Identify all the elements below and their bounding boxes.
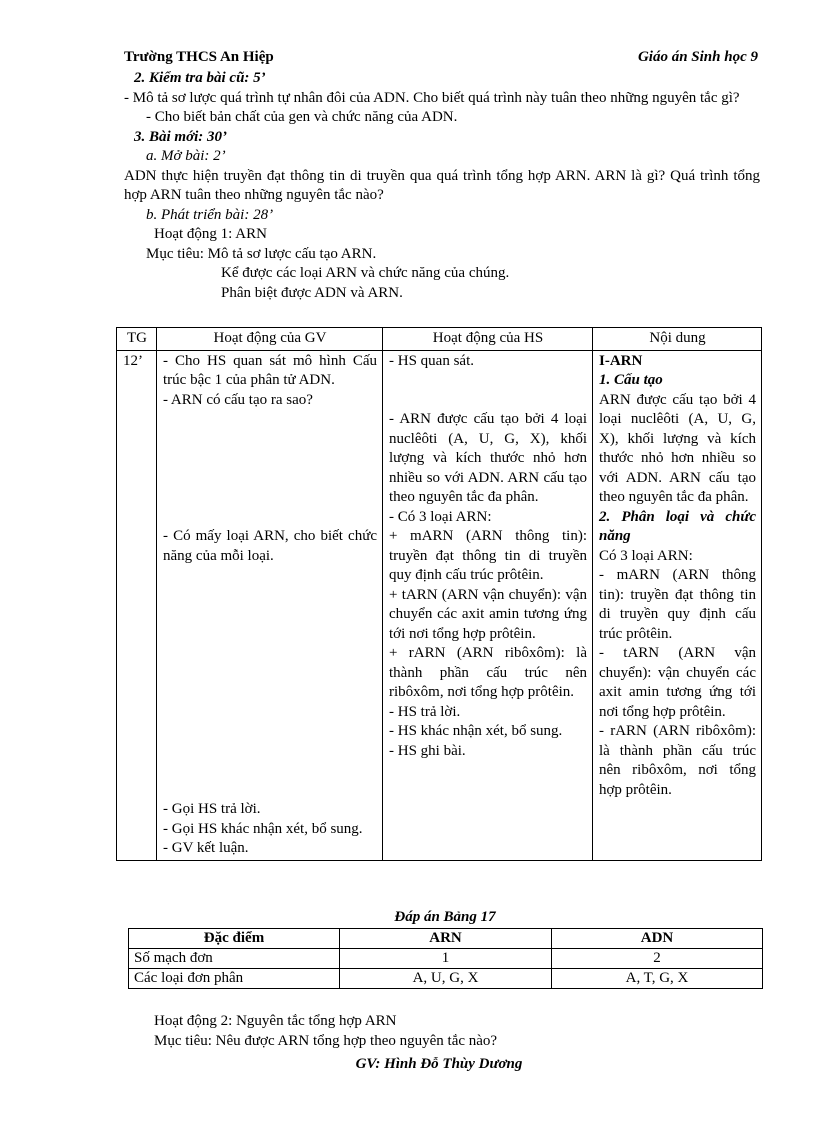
- goal-line-1: Mục tiêu: Mô tả sơ lược cấu tạo ARN.: [146, 245, 377, 262]
- answer-cell: Số mạch đơn: [129, 949, 340, 969]
- content-tarn: - tARN (ARN vận chuyển): vận chuyển các axit amin tương ứng tới nơi tổng hợp prôtêin.: [599, 645, 756, 720]
- hs-step-3: - Có 3 loại ARN:: [389, 508, 492, 525]
- hs-step-8: - HS khác nhận xét, bổ sung.: [389, 723, 563, 739]
- activity-2-goal: Mục tiêu: Nêu được ARN tổng hợp theo nguyên tắc nào?: [154, 1032, 498, 1049]
- subject-title: Giáo án Sinh học 9: [637, 49, 758, 65]
- answer-header-feature: Đặc điểm: [129, 929, 340, 949]
- hs-step-6: + rARN (ARN ribôxôm): là thành phần cấu trúc nên ribôxôm, nơi tổng hợp prôtêin.: [389, 645, 587, 700]
- gv-step-3: - Có mấy loại ARN, cho biết chức năng của mỗi loại.: [163, 528, 377, 564]
- table-row: [129, 969, 763, 989]
- header-teacher: Hoạt động của GV: [157, 328, 383, 351]
- hs-step-1: - HS quan sát.: [389, 352, 474, 369]
- hs-step-2: - ARN được cấu tạo bởi 4 loại nuclêôti (A, U, G, X), khối lượng và kích thước nhỏ hơn nhiều so với ADN. ARN cấu tạo theo nguyên tắc đa phân.: [389, 411, 587, 505]
- answer-header-adn: ADN: [552, 929, 763, 949]
- content-structure-title: 1. Cấu tạo: [599, 372, 663, 388]
- teacher-activity-cell: [157, 350, 383, 860]
- content-marn: - mARN (ARN thông tin): truyền đạt thông tin di truyền quy định cấu trúc prôtêin.: [599, 567, 756, 642]
- time-cell: 12’: [117, 350, 157, 860]
- content-types-title: 2. Phân loại và chức năng: [599, 508, 756, 544]
- answer-cell: A, T, G, X: [552, 969, 763, 989]
- activity-2-title: Hoạt động 2: Nguyên tắc tổng hợp ARN: [154, 1013, 397, 1029]
- answer-table: [128, 928, 763, 989]
- opening-title: a. Mở bài: 2’: [146, 148, 226, 164]
- opening-text: ADN thực hiện truyền đạt thông tin di truyền qua quá trình tổng hợp ARN. ARN là gì? Quá trình tổng hợp ARN tuân theo những nguyên tắc nào?: [124, 167, 760, 203]
- content-structure-text: ARN được cấu tạo bởi 4 loại nuclêôti (A, U, G, X), khối lượng và kích thước nhỏ hơn nhiều so với ADN. ARN cấu tạo theo nguyên tắc đa phân.: [599, 391, 756, 505]
- gv-step-2: - ARN có cấu tạo ra sao?: [163, 391, 313, 408]
- content-rarn: - rARN (ARN ribôxôm): là thành phần cấu trúc nên ribôxôm, nơi tổng hợp prôtêin.: [599, 723, 756, 798]
- goal-line-2: Kể được các loại ARN và chức năng của chúng.: [221, 265, 510, 281]
- answer-cell: 2: [552, 949, 763, 969]
- check-question-2: - Cho biết bản chất của gen và chức năng của ADN.: [146, 109, 458, 125]
- hs-step-5: + tARN (ARN vận chuyển): vận chuyển các axit amin tương ứng tới nơi tổng hợp prôtêin.: [389, 586, 587, 642]
- header-student: Hoạt động của HS: [383, 328, 593, 351]
- answer-cell: 1: [340, 949, 552, 969]
- hs-step-7: - HS trả lời.: [389, 703, 461, 720]
- table-row: [117, 350, 762, 860]
- content-section-title: I-ARN: [599, 352, 643, 369]
- goal-line-3: Phân biệt được ADN và ARN.: [221, 284, 403, 301]
- answer-cell: Các loại đơn phân: [129, 969, 340, 989]
- gv-step-6: - GV kết luận.: [163, 840, 249, 856]
- gv-step-5: - Gọi HS khác nhận xét, bổ sung.: [163, 820, 363, 837]
- table-row: [129, 949, 763, 969]
- header-content: Nội dung: [593, 328, 762, 351]
- school-name: Trường THCS An Hiệp: [124, 49, 274, 65]
- check-title: 2. Kiểm tra bài cũ: 5’: [134, 70, 266, 86]
- content-cell: [593, 350, 762, 860]
- gv-step-1: - Cho HS quan sát mô hình Cấu trúc bậc 1 của phân tử ADN.: [163, 352, 377, 388]
- activity-table: [116, 327, 762, 861]
- activity-1-title: Hoạt động 1: ARN: [154, 226, 267, 242]
- answer-cell: A, U, G, X: [340, 969, 552, 989]
- gv-step-4: - Gọi HS trả lời.: [163, 801, 261, 817]
- hs-step-9: - HS ghi bài.: [389, 742, 466, 759]
- table-header-row: [117, 328, 762, 351]
- new-lesson-title: 3. Bài mới: 30’: [134, 128, 228, 145]
- student-activity-cell: [383, 350, 593, 860]
- teacher-name: GV: Hình Đỗ Thùy Dương: [355, 1056, 523, 1072]
- lesson-intro: [124, 69, 760, 303]
- page-header: [124, 48, 758, 68]
- header-time: TG: [117, 328, 157, 351]
- hs-step-4: + mARN (ARN thông tin): truyền đạt thông tin di truyền quy định cấu trúc prôtêin.: [389, 528, 587, 583]
- content-types-count: Có 3 loại ARN:: [599, 547, 693, 564]
- check-question-1: - Mô tả sơ lược quá trình tự nhân đôi của ADN. Cho biết quá trình này tuân theo những nguyên tắc gì?: [124, 89, 740, 106]
- answer-header-row: [129, 929, 763, 949]
- answer-header-arn: ARN: [340, 929, 552, 949]
- answer-table-title: Đáp án Bảng 17: [394, 909, 496, 925]
- lesson-footer: [124, 1012, 760, 1051]
- development-title: b. Phát triển bài: 28’: [146, 206, 274, 223]
